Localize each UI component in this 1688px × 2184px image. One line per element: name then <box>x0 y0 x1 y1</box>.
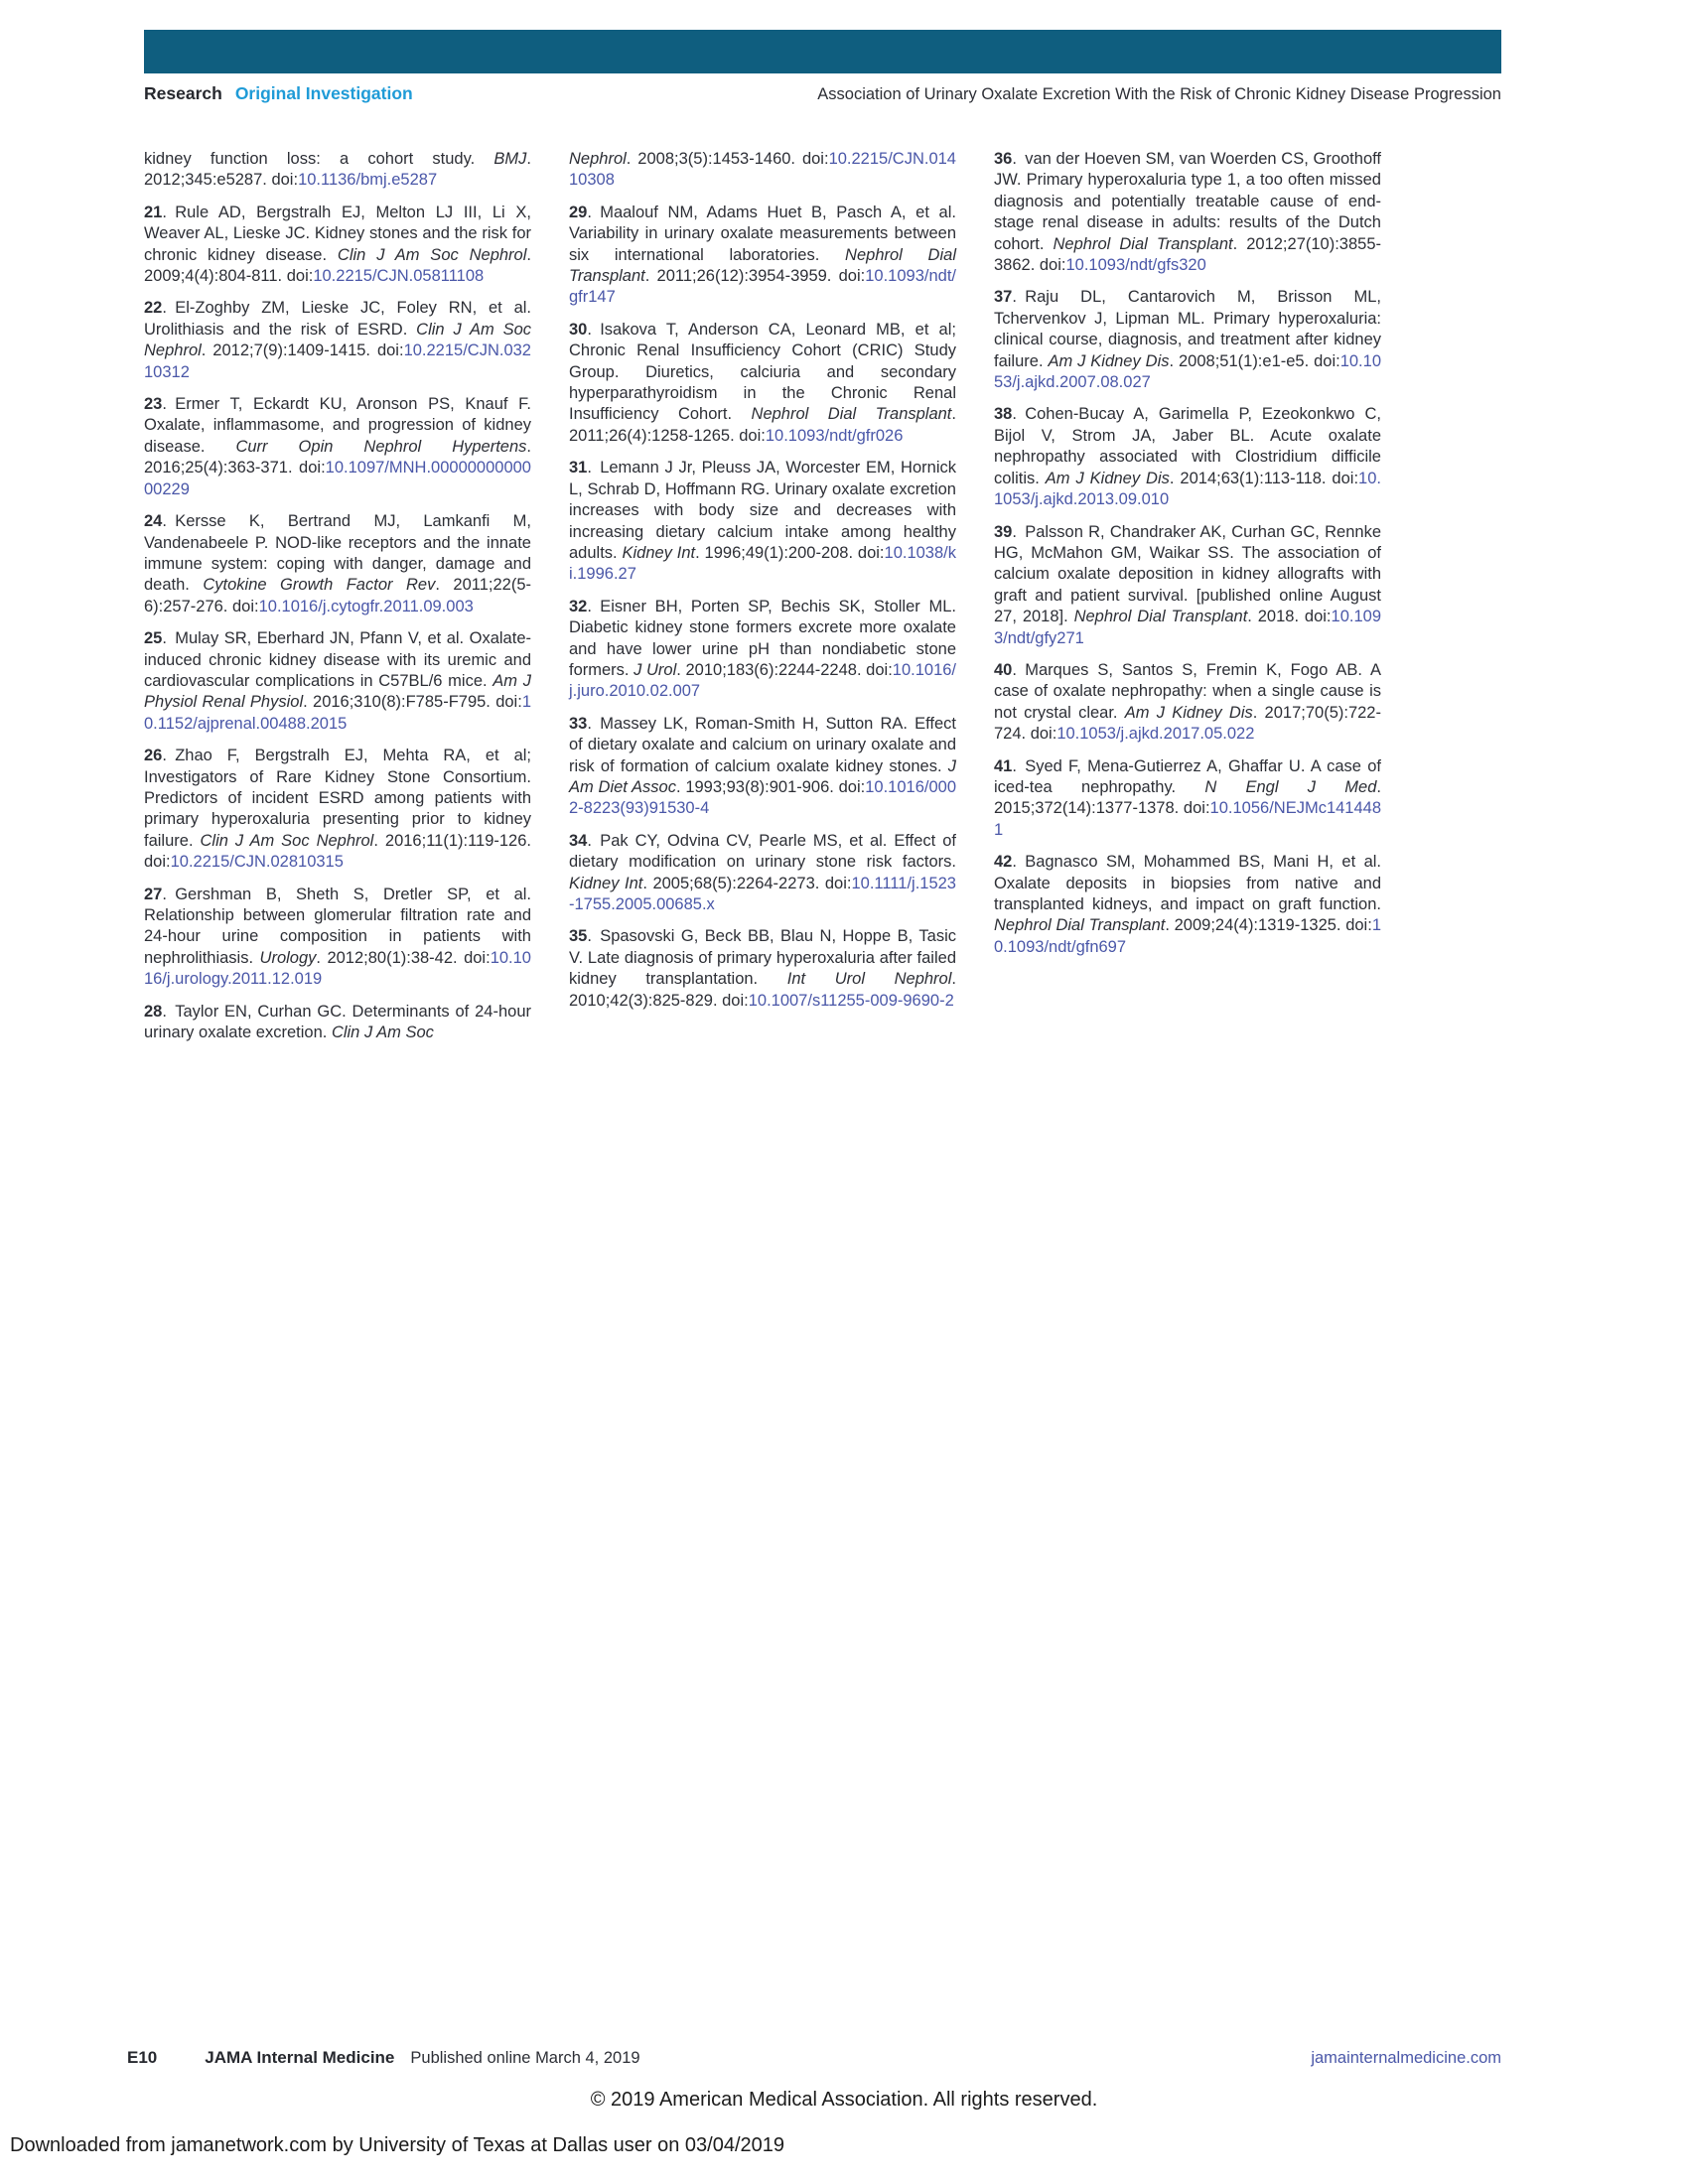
reference-text: . 2015;372(14):1377-1378. doi: <box>994 777 1381 818</box>
doi-link[interactable]: 10.2215/CJN.02810315 <box>170 853 344 872</box>
reference-text: . 2011;26(4):1258-1265. doi: <box>569 405 956 445</box>
reference-text: . 2018. doi: <box>1247 608 1332 626</box>
reference-item <box>144 511 531 617</box>
reference-number: 35 <box>569 927 588 946</box>
journal-title: Urology <box>259 948 317 967</box>
reference-number: 33 <box>569 714 588 733</box>
reference-item <box>994 287 1381 393</box>
reference-text: . Raju DL, Cantarovich M, Brisson ML, Tchervenkov J, Lipman ML. Primary hyperoxaluria: clinical course, diagnosis, and treatment after kidney failure. <box>994 288 1381 370</box>
reference-text: . 2010;183(6):2244-2248. doi: <box>676 660 893 679</box>
reference-column-3 <box>994 149 1381 1054</box>
reference-number: 37 <box>994 288 1013 307</box>
reference-text: . 1993;93(8):901-906. doi: <box>675 777 866 796</box>
reference-text: . Gershman B, Sheth S, Dretler SP, et al. Relationship between glomerular filtration rate and 24-hour urine composition in patients with nephrolithiasis. <box>144 885 531 967</box>
reference-number: 32 <box>569 597 588 615</box>
reference-item <box>994 522 1381 649</box>
doi-link[interactable]: 10.1136/bmj.e5287 <box>298 171 438 190</box>
page-number: E10 <box>127 2048 158 2067</box>
reference-text: . 2008;3(5):1453-1460. doi: <box>626 150 829 168</box>
journal-title: Clin J Am Soc Nephrol <box>337 245 527 264</box>
reference-text: . Zhao F, Bergstralh EJ, Mehta RA, et al; Investigators of Rare Kidney Stone Consortium. Predictors of incident ESRD among patients with primary hyperoxaluria presenting prior to kidney failure. <box>144 747 531 850</box>
journal-title: Kidney Int <box>569 874 643 892</box>
reference-number: 25 <box>144 629 163 648</box>
reference-item <box>994 756 1381 842</box>
journal-title: Clin J Am Soc Nephrol <box>200 831 374 850</box>
reference-item <box>144 203 531 288</box>
reference-text: . 2009;4(4):804-811. doi: <box>144 245 531 286</box>
reference-text: . Palsson R, Chandraker AK, Curhan GC, Rennke HG, McMahon GM, Waikar SS. The association of calcium oxalate deposition in kidney allografts with graft and patient survival. [published online August 27, 2018]. <box>994 522 1381 626</box>
reference-number: 23 <box>144 395 163 414</box>
reference-text: . Rule AD, Bergstralh EJ, Melton LJ III, Li X, Weaver AL, Lieske JC. Kidney stones and the risk for chronic kidney disease. <box>144 203 531 264</box>
page-header <box>144 83 1501 104</box>
header-bar <box>144 30 1501 73</box>
reference-text: . Lemann J Jr, Pleuss JA, Worcester EM, Hornick L, Schrab D, Hoffmann RG. Urinary oxalate excretion increases with body size and decreases with increasing dietary calcium intake among healthy adults. <box>569 459 956 562</box>
journal-title: Am J Kidney Dis <box>1124 703 1253 722</box>
journal-title: J Urol <box>633 660 677 679</box>
reference-number: 42 <box>994 853 1013 872</box>
reference-text: . van der Hoeven SM, van Woerden CS, Groothoff JW. Primary hyperoxaluria type 1, a too often missed diagnosis and potentially treatable cause of end-stage renal disease in adults: results of the Dutch cohort. <box>994 150 1381 253</box>
reference-item <box>144 394 531 500</box>
journal-title: Cytokine Growth Factor Rev <box>203 576 436 595</box>
reference-column-1 <box>144 149 531 1054</box>
journal-title: Clin J Am Soc <box>331 1024 434 1042</box>
page-footer <box>127 2048 1501 2068</box>
reference-item <box>144 746 531 873</box>
doi-link[interactable]: 10.2215/CJN.05811108 <box>313 267 485 286</box>
doi-link[interactable]: 10.1053/j.ajkd.2007.08.027 <box>994 351 1381 392</box>
reference-number: 22 <box>144 299 163 318</box>
journal-title: Am J Physiol Renal Physiol <box>144 671 531 712</box>
reference-item <box>569 926 956 1012</box>
references <box>144 149 1381 1054</box>
copyright-notice: © 2019 American Medical Association. All rights reserved. <box>590 2089 1098 2111</box>
reference-text: . 2016;25(4):363-371. doi: <box>144 437 531 478</box>
doi-link[interactable]: 10.1016/0002-8223(93)91530-4 <box>569 777 956 818</box>
running-title: Association of Urinary Oxalate Excretion With the Risk of Chronic Kidney Disease Progression <box>817 85 1501 103</box>
journal-name: JAMA Internal Medicine <box>205 2048 395 2067</box>
reference-text: . 2008;51(1):e1-e5. doi: <box>1169 351 1340 370</box>
journal-title: BMJ <box>493 150 527 168</box>
reference-text: . Pak CY, Odvina CV, Pearle MS, et al. Effect of dietary modification on urinary stone risk factors. <box>569 831 956 872</box>
reference-number: 34 <box>569 831 588 850</box>
reference-text: . Isakova T, Anderson CA, Leonard MB, et al; Chronic Renal Insufficiency Cohort (CRIC) Study Group. Diuretics, calciuria and secondary hyperparathyroidism in the Chronic Renal Insufficiency Cohort. <box>569 320 956 424</box>
reference-number: 28 <box>144 1002 163 1021</box>
journal-title: Kidney Int <box>622 543 696 562</box>
reference-text: . Taylor EN, Curhan GC. Determinants of 24-hour urinary oxalate excretion. <box>144 1002 531 1042</box>
journal-title: Am J Kidney Dis <box>1048 351 1170 370</box>
published-note: Published online March 4, 2019 <box>410 2049 640 2067</box>
doi-link[interactable]: 10.2215/CJN.03210312 <box>144 341 531 381</box>
reference-text: . 1996;49(1):200-208. doi: <box>695 543 885 562</box>
reference-number: 21 <box>144 203 163 221</box>
reference-text: . Marques S, Santos S, Fremin K, Fogo AB. A case of oxalate nephropathy: when a single cause is not crystal clear. <box>994 660 1381 722</box>
category-label: Original Investigation <box>234 83 413 103</box>
doi-link[interactable]: 10.1016/j.juro.2010.02.007 <box>569 660 957 701</box>
journal-title: Curr Opin Nephrol Hypertens <box>235 437 527 456</box>
reference-item <box>994 149 1381 276</box>
reference-item <box>569 203 956 309</box>
journal-website-link[interactable]: jamainternalmedicine.com <box>1311 2049 1501 2067</box>
reference-text: . 2012;7(9):1409-1415. doi: <box>201 341 404 360</box>
reference-text: . Ermer T, Eckardt KU, Aronson PS, Knauf F. Oxalate, inflammasome, and progression of kidney disease. <box>144 395 531 456</box>
header-left <box>144 83 413 104</box>
reference-item <box>144 1002 531 1044</box>
reference-item <box>994 404 1381 510</box>
journal-title: Nephrol Dial Transplant <box>994 916 1166 935</box>
journal-title: Nephrol Dial Transplant <box>569 245 956 286</box>
section-label: Research <box>144 83 222 103</box>
reference-text: . 2017;70(5):722-724. doi: <box>994 703 1381 744</box>
journal-title: J Am Diet Assoc <box>569 756 956 796</box>
reference-item <box>569 458 956 585</box>
reference-text: . Cohen-Bucay A, Garimella P, Ezeokonkwo C, Bijol V, Strom JA, Jaber BL. Acute oxalate nephropathy associated with Clostridium difficile colitis. <box>994 405 1381 487</box>
reference-text: . 2011;22(5-6):257-276. doi: <box>144 576 531 615</box>
reference-item <box>569 714 956 820</box>
reference-number: 29 <box>569 203 588 221</box>
reference-text: . Eisner BH, Porten SP, Bechis SK, Stoller ML. Diabetic kidney stone formers excrete more oxalate and have lower urine pH than nondiabetic stone formers. <box>569 597 956 679</box>
reference-number: 39 <box>994 522 1013 541</box>
reference-item <box>994 660 1381 746</box>
journal-title: Nephrol Dial Transplant <box>1073 608 1248 626</box>
download-notice: Downloaded from jamanetwork.com by University of Texas at Dallas user on 03/04/2019 <box>10 2134 785 2156</box>
reference-text: . 2014;63(1):113-118. doi: <box>1169 469 1359 487</box>
reference-column-2 <box>569 149 956 1054</box>
reference-text: . 2016;310(8):F785-F795. doi: <box>303 693 522 712</box>
journal-title: Nephrol Dial Transplant <box>1053 234 1233 253</box>
reference-text: . Massey LK, Roman-Smith H, Sutton RA. Effect of dietary oxalate and calcium on urinary oxalate and risk of formation of calcium oxalate kidney stones. <box>569 714 956 775</box>
reference-text: . 2005;68(5):2264-2273. doi: <box>642 874 852 892</box>
reference-number: 41 <box>994 756 1013 775</box>
reference-item <box>569 149 956 192</box>
reference-text: . 2012;345:e5287. doi: <box>144 150 531 190</box>
reference-item <box>144 149 531 192</box>
reference-item <box>994 852 1381 958</box>
doi-link[interactable]: 10.1097/MNH.0000000000000229 <box>144 459 531 498</box>
reference-text: . El-Zoghby ZM, Lieske JC, Foley RN, et al. Urolithiasis and the risk of ESRD. <box>144 299 531 339</box>
doi-link[interactable]: 10.1016/j.urology.2011.12.019 <box>144 948 531 989</box>
journal-title: Nephrol Dial Transplant <box>751 405 952 424</box>
reference-text: . Mulay SR, Eberhard JN, Pfann V, et al. Oxalate-induced chronic kidney disease with its uremic and cardiovascular complications in C57BL/6 mice. <box>144 629 531 690</box>
doi-link[interactable]: 10.1007/s11255-009-9690-2 <box>748 991 954 1010</box>
journal-title: N Engl J Med <box>1204 777 1377 796</box>
doi-link[interactable]: 10.1152/ajprenal.00488.2015 <box>144 693 531 733</box>
reference-number: 27 <box>144 885 163 903</box>
reference-text: . Maalouf NM, Adams Huet B, Pasch A, et al. Variability in urinary oxalate measurements between six international laboratories. <box>569 203 956 264</box>
doi-link[interactable]: 10.1053/j.ajkd.2017.05.022 <box>1056 725 1255 744</box>
doi-link[interactable]: 10.1016/j.cytogfr.2011.09.003 <box>258 597 474 615</box>
reference-number: 31 <box>569 459 588 478</box>
reference-number: 30 <box>569 320 588 339</box>
doi-link[interactable]: 10.1093/ndt/gfr026 <box>765 426 904 445</box>
reference-text: . 2010;42(3):825-829. doi: <box>569 970 956 1010</box>
journal-title: Am J Kidney Dis <box>1045 469 1170 487</box>
reference-number: 40 <box>994 660 1013 679</box>
reference-number: 24 <box>144 512 163 531</box>
doi-link[interactable]: 10.1038/ki.1996.27 <box>569 543 956 584</box>
doi-link[interactable]: 10.2215/CJN.01410308 <box>569 150 956 190</box>
doi-link[interactable]: 10.1093/ndt/gfn697 <box>994 916 1381 956</box>
reference-text: . 2012;27(10):3855-3862. doi: <box>994 234 1381 275</box>
reference-item <box>569 831 956 916</box>
doi-link[interactable]: 10.1093/ndt/gfy271 <box>994 608 1381 647</box>
reference-number: 36 <box>994 150 1013 168</box>
reference-item <box>144 628 531 735</box>
reference-number: 26 <box>144 747 163 765</box>
doi-link[interactable]: 10.1053/j.ajkd.2013.09.010 <box>994 469 1381 509</box>
reference-item <box>569 320 956 447</box>
reference-item <box>569 597 956 703</box>
reference-item <box>144 885 531 991</box>
journal-title: Nephrol <box>569 150 627 168</box>
doi-link[interactable]: 10.1056/NEJMc1414481 <box>994 799 1381 839</box>
reference-text: kidney function loss: a cohort study. <box>144 150 494 168</box>
journal-title: Clin J Am Soc Nephrol <box>144 320 531 360</box>
doi-link[interactable]: 10.1093/ndt/gfs320 <box>1065 256 1206 275</box>
reference-text: . Bagnasco SM, Mohammed BS, Mani H, et al. Oxalate deposits in biopsies from native and transplanted kidneys, and impact on graft function. <box>994 853 1381 913</box>
doi-link[interactable]: 10.1093/ndt/gfr147 <box>569 267 956 307</box>
reference-text: . 2009;24(4):1319-1325. doi: <box>1165 916 1372 935</box>
reference-text: . Kersse K, Bertrand MJ, Lamkanfi M, Vandenabeele P. NOD-like receptors and the innate immune system: coping with danger, damage and death. <box>144 512 531 595</box>
reference-item <box>144 298 531 383</box>
reference-text: . 2011;26(12):3954-3959. doi: <box>644 267 866 286</box>
reference-text: . Spasovski G, Beck BB, Blau N, Hoppe B, Tasic V. Late diagnosis of primary hyperoxaluria after failed kidney transplantation. <box>569 927 956 989</box>
reference-text: . 2016;11(1):119-126. doi: <box>144 831 531 872</box>
reference-text: . Syed F, Mena-Gutierrez A, Ghaffar U. A case of iced-tea nephropathy. <box>994 756 1381 796</box>
reference-text: . 2012;80(1):38-42. doi: <box>316 948 491 967</box>
journal-title: Int Urol Nephrol <box>786 970 952 989</box>
reference-number: 38 <box>994 405 1013 424</box>
doi-link[interactable]: 10.1111/j.1523-1755.2005.00685.x <box>569 874 956 913</box>
